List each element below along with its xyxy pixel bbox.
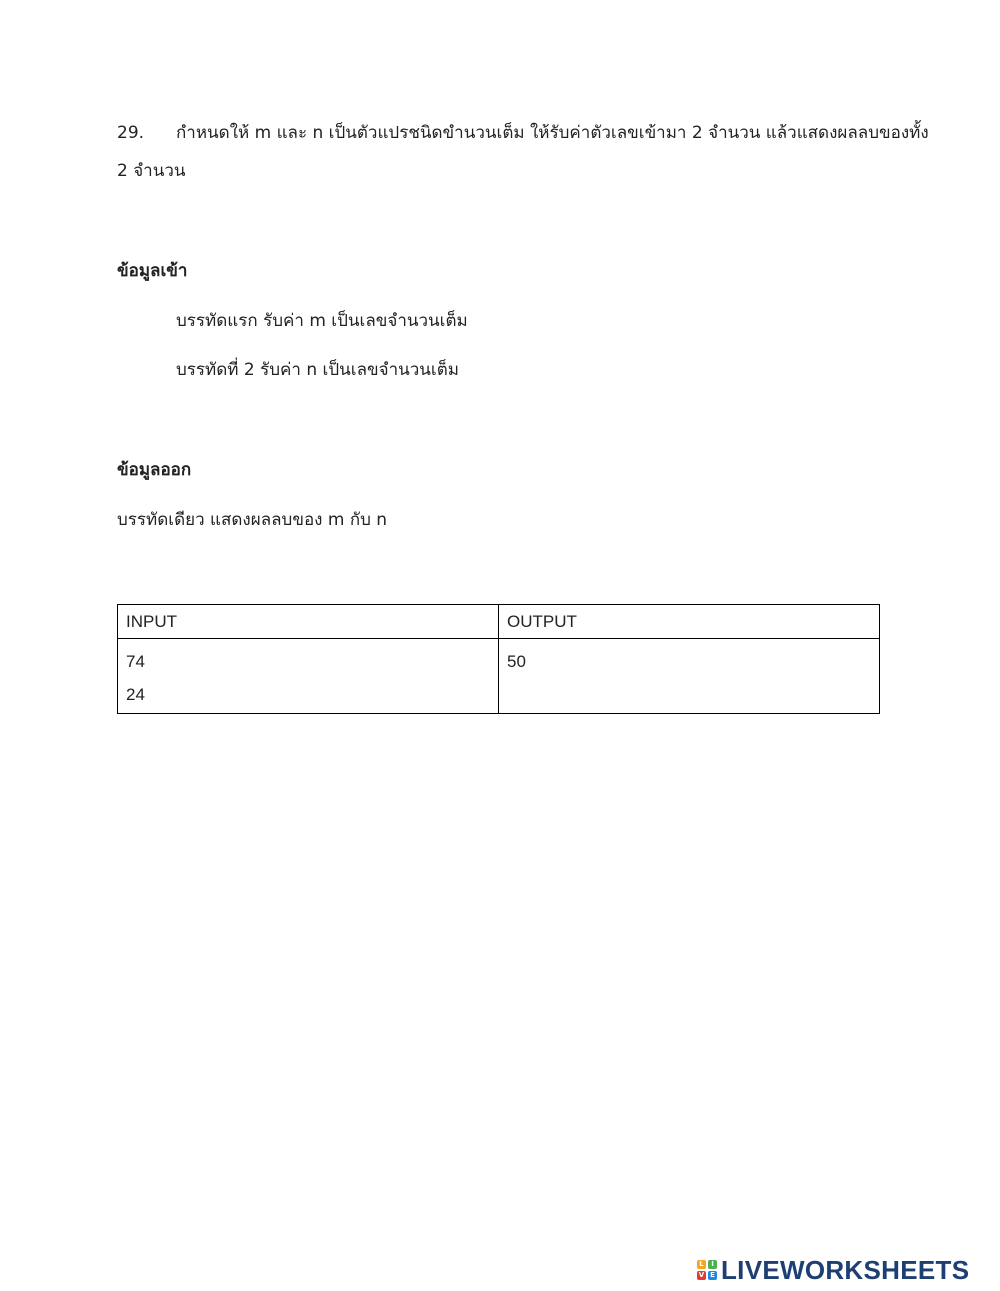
logo-letter-e: E bbox=[708, 1271, 717, 1280]
logo-mark-icon bbox=[697, 1260, 717, 1280]
logo-letter-l: L bbox=[697, 1260, 706, 1269]
liveworksheets-logo bbox=[697, 1254, 969, 1286]
logo-letter-v: V bbox=[698, 1271, 705, 1279]
output-column-header: OUTPUT bbox=[499, 605, 880, 639]
output-cell bbox=[499, 639, 880, 714]
input-cell bbox=[118, 639, 499, 714]
table-header-row bbox=[118, 605, 880, 639]
example-io-table bbox=[117, 604, 880, 714]
question-text-line1: กำหนดให้ m และ n เป็นตัวแปรชนิดขำนวนเต็ม ให้รับค่าตัวเลขเข้ามา 2 จำนวน แล้วแสดงผลลบของทั้ง bbox=[176, 123, 929, 143]
table-row bbox=[118, 639, 880, 714]
output-description-line1: บรรทัดเดียว แสดงผลลบของ m กับ n bbox=[117, 510, 388, 530]
output-value: 50 bbox=[507, 652, 526, 671]
input-heading: ข้อมูลเข้า bbox=[117, 261, 188, 281]
input-value-n: 24 bbox=[126, 685, 145, 704]
input-description-line1: บรรทัดแรก รับค่า m เป็นเลขจำนวนเต็ม bbox=[176, 311, 468, 331]
logo-letter-i: I bbox=[708, 1260, 717, 1269]
question-text-line2: 2 จำนวน bbox=[117, 161, 186, 181]
input-value-m: 74 bbox=[126, 652, 145, 671]
output-heading: ข้อมูลออก bbox=[117, 460, 192, 480]
question-number: 29. bbox=[117, 123, 145, 143]
input-column-header: INPUT bbox=[118, 605, 499, 639]
logo-text: LIVEWORKSHEETS bbox=[721, 1254, 970, 1285]
input-description-line2: บรรทัดที่ 2 รับค่า n เป็นเลขจำนวนเต็ม bbox=[176, 360, 459, 380]
